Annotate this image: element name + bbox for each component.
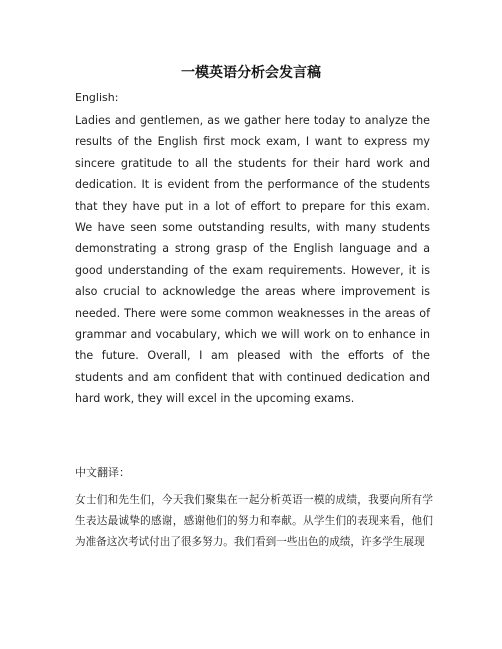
english-section-label: English: <box>75 91 119 104</box>
english-paragraph: Ladies and gentlemen, as we gather here today to analyze the results of the English first mock exam, I want to express my sincere gratitude to all the students for their hard work and dedication. It is evident from the performance of the students that they have put in a lot of effort to prepare for this exam. We have seen some outstanding results, with many students demonstrating a strong grasp of the English language and a good understanding of the exam requirements. However, it is also crucial to acknowledge the areas where improvement is needed. There were some common weaknesses in the areas of grammar and vocabulary, which we will work on to enhance in the future. Overall, I am pleased with the efforts of the students and am confident that with continued dedication and hard work, they will excel in the upcoming exams. <box>75 114 430 406</box>
chinese-section-label: 中文翻译： <box>75 466 130 479</box>
document-title: 一模英语分析会发言稿 <box>181 65 321 81</box>
chinese-paragraph: 女士们和先生们，今天我们聚集在一起分析英语一模的成绩，我要向所有学生表达最诚挚的感谢，感谢他们的努力和奉献。从学生们的表现来看，他们为准备这次考试付出了很多努力。我们看到一些出色的成绩，许多学生展现 <box>75 494 433 548</box>
